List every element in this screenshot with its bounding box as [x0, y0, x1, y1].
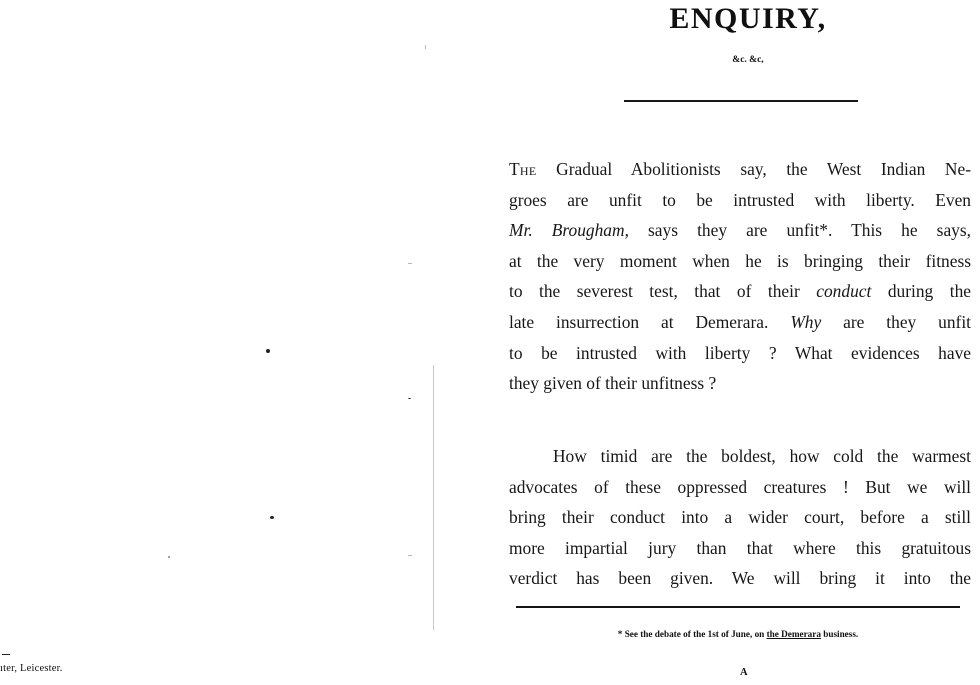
bleed-mark [408, 263, 412, 264]
emphasis: Mr. Brougham [509, 220, 625, 241]
page-gutter [433, 365, 434, 630]
text-line: more impartial jury than that where this gratuitous [509, 537, 971, 558]
footnote: * See the debate of the 1st of June, on the Demerara business. [617, 629, 859, 639]
ink-speck [168, 556, 170, 558]
text-line: How timid are the boldest, how cold the warmest [553, 446, 971, 466]
ink-speck [266, 349, 270, 353]
text-line: The Gradual Abolitionists say, the West Indian Ne- [509, 159, 971, 179]
text-line: to be intrusted with liberty ? What evidences have [509, 342, 971, 363]
text-line: to the severest test, that of their conduct during the [509, 281, 971, 302]
emphasis: Why [790, 311, 822, 332]
printer-rule [2, 654, 10, 655]
right-page [438, 0, 980, 685]
text-line: at the very moment when he is bringing their fitness [509, 250, 971, 271]
printer-credit: ıter, Leicester. [0, 663, 63, 674]
ink-speck [270, 516, 274, 519]
emphasis: conduct [816, 281, 872, 302]
page-heading: ENQUIRY, [669, 2, 827, 35]
ink-speck [408, 398, 411, 399]
bleed-mark [408, 555, 412, 556]
text-line: Mr. Brougham, says they are unfit*. This he says, [509, 220, 971, 241]
left-page [0, 0, 438, 685]
paragraph-1 [509, 154, 971, 399]
paragraph-2 [509, 441, 971, 594]
bleed-mark [425, 45, 426, 49]
heading-rule [624, 100, 858, 102]
text-line: groes are unfit to be intrusted with liberty. Even [509, 189, 971, 210]
text-line: late insurrection at Demerara. Why are they unfit [509, 311, 972, 332]
text-line: they given of their unfitness ? [509, 373, 717, 394]
text-line: bring their conduct into a wider court, before a still [509, 507, 971, 528]
text-line: verdict has been given. We will bring it into the [509, 568, 971, 589]
signature-mark: A [740, 667, 748, 678]
footnote-rule [516, 606, 960, 608]
text-line: advocates of these oppressed creatures ! But we will [509, 476, 971, 497]
page-subheading: &c. &c, [732, 55, 764, 65]
